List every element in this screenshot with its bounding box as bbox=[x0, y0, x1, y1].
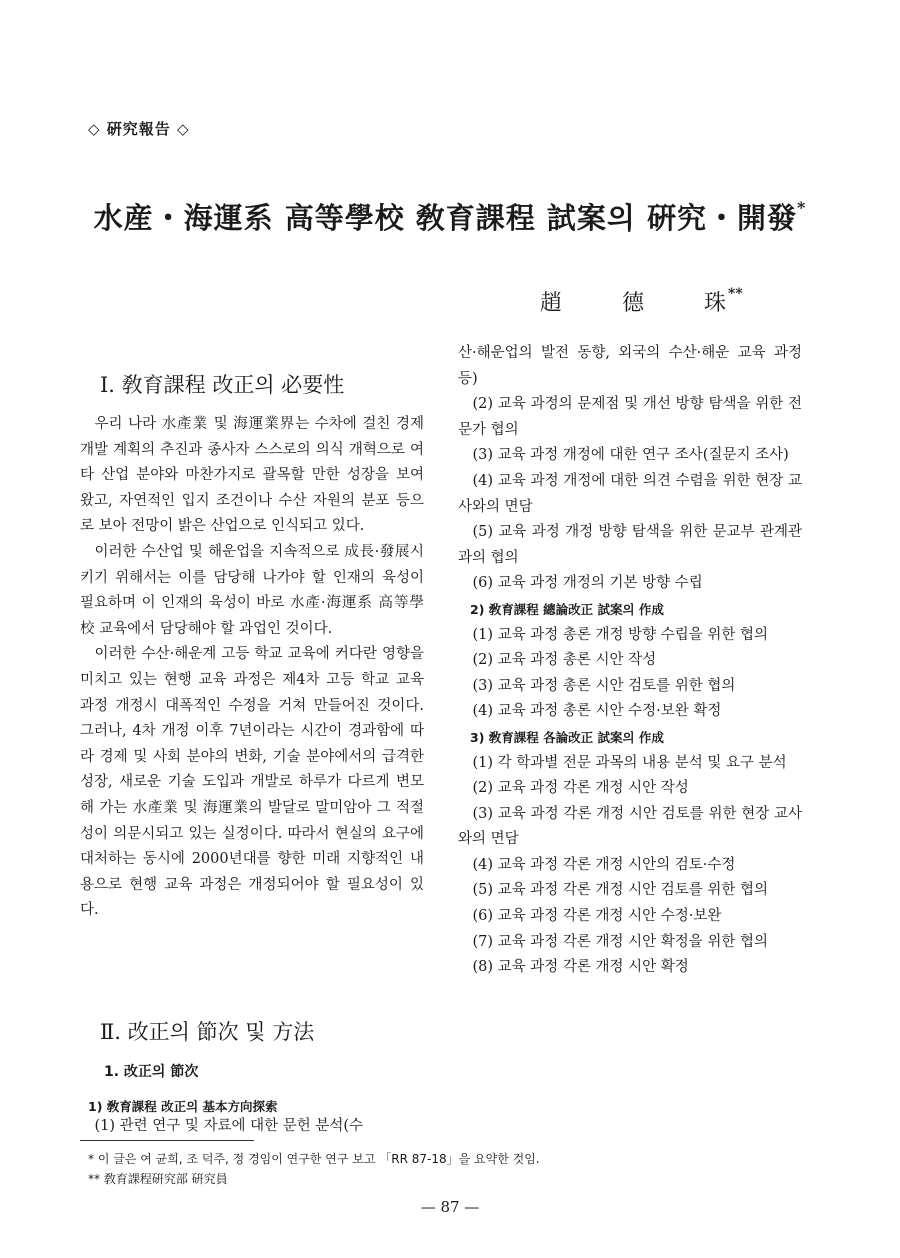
list-item: (4) 교육 과정 각론 개정 시안의 검토·수정 bbox=[472, 856, 736, 873]
list-item: (2) 교육 과정 각론 개정 시안 작성 bbox=[472, 780, 689, 797]
author-char-1: 趙 bbox=[540, 291, 563, 316]
list-item: (5) 교육 과정 개정 방향 탐색을 위한 문교부 관계관과의 협의 bbox=[458, 524, 802, 566]
list-item: (7) 교육 과정 각론 개정 시안 확정을 위한 협의 bbox=[472, 933, 769, 950]
section1-heading: Ⅰ. 敎育課程 改正의 必要性 bbox=[100, 373, 345, 397]
list-item: (6) 교육 과정 각론 개정 시안 수정·보완 bbox=[472, 908, 722, 925]
paragraph-3: 이러한 수산·해운계 고등 학교 교육에 커다란 영향을 미치고 있는 현행 교육 과정은 제4차 고등 학교 교육 과정 개정시 대폭적인 수정을 거쳐 만들어진 것이다. 그러나, 4차 개정 이후 7년이라는 시간이 경과함에 따라 경제 및 사회 분야의 변화, 기술 분야에서의 급격한 성장, 새로운 기술 도입과 개발로 하루가 다르게 변모해 가는 水產業 및 海運業의 발달로 말미암아 그 적절성이 의문시되고 있는 실정이다. 따라서 현실의 요구에 대처하는 동시에 2000년대를 향한 미래 지향적인 내용으로 현행 교육 과정은 개정되어야 할 필요성이 있다. bbox=[80, 646, 424, 919]
list-item: (3) 교육 과정 각론 개정 시안 검토를 위한 현장 교사와의 면담 bbox=[458, 805, 802, 848]
footnote-divider bbox=[80, 1140, 254, 1141]
paragraph-1: 우리 나라 水產業 및 海運業界는 수차에 걸친 경제 개발 계획의 추진과 종사자 스스로의 의식 개혁으로 여타 산업 분야와 마찬가지로 괄목할 만한 성장을 보여 왔고, 자연적인 입지 조건이나 수산 자원의 분포 등으로 보아 전망이 밝은 산업으로 인식되고 있다. bbox=[80, 416, 424, 535]
list-item: (4) 교육 과정 개정에 대한 의견 수렴을 위한 현장 교사와의 면담 bbox=[458, 472, 802, 515]
page-number: — 87 — bbox=[420, 1198, 480, 1216]
list-item: (2) 교육 과정의 문제점 및 개선 방향 탐색을 위한 전문가 협의 bbox=[458, 396, 802, 438]
list-item: (1) 교육 과정 총론 개정 방향 수립을 위한 협의 bbox=[472, 626, 769, 643]
left-column-body bbox=[80, 412, 424, 924]
author-footnote-mark: ** bbox=[728, 286, 743, 302]
list-item-continuation: 산·해운업의 발전 동향, 외국의 수산·해운 교육 과정 등) bbox=[458, 345, 802, 387]
paragraph-2: 이러한 수산업 및 해운업을 지속적으로 成長·發展시키기 위해서는 이를 담당해 나가야 할 인재의 육성이 필요하며 이 인재의 육성이 바로 水產·海運系 高等學校 교육에서 담당해야 할 과업인 것이다. bbox=[80, 543, 424, 637]
list-item: (5) 교육 과정 각론 개정 시안 검토를 위한 협의 bbox=[472, 882, 769, 899]
footnote-2: ** 敎育課程硏究部 硏究員 bbox=[88, 1172, 228, 1186]
title-footnote-mark: * bbox=[797, 198, 807, 217]
list-item: (1) 관련 연구 및 자료에 대한 문헌 분석(수 bbox=[94, 1118, 364, 1134]
footnote-1: * 이 글은 여 균희, 조 덕주, 정 경임이 연구한 연구 보고 「RR 87-18」을 요약한 것임. bbox=[88, 1152, 540, 1166]
author-char-3: 珠 bbox=[704, 291, 727, 316]
article-title bbox=[0, 196, 900, 237]
list-item: (8) 교육 과정 각론 개정 시안 확정 bbox=[472, 959, 689, 976]
subsection-3-heading: 3) 敎育課程 各論改正 試案의 作成 bbox=[470, 729, 664, 745]
title-text: 水産・海運系 高等學校 敎育課程 試案의 硏究・開發 bbox=[93, 201, 798, 235]
author-char-2: 德 bbox=[622, 291, 645, 316]
list-item: (4) 교육 과정 총론 시안 수정·보완 확정 bbox=[472, 703, 722, 720]
list-item: (2) 교육 과정 총론 시안 작성 bbox=[472, 652, 657, 669]
subsection-2-heading: 2) 敎育課程 總論改正 試案의 作成 bbox=[470, 601, 664, 617]
list-item: (3) 교육 과정 총론 시안 검토를 위한 협의 bbox=[472, 677, 736, 694]
series-label: ◇ 硏究報告 ◇ bbox=[88, 120, 190, 138]
section2-heading: Ⅱ. 改正의 節次 및 方法 bbox=[100, 1020, 315, 1044]
right-column-body bbox=[458, 341, 802, 981]
subsection-1-1-heading: 1) 敎育課程 改正의 基本方向探索 bbox=[88, 1099, 278, 1114]
list-item: (6) 교육 과정 개정의 기본 방향 수립 bbox=[472, 575, 703, 592]
subsection-1-heading: 1. 改正의 節次 bbox=[104, 1064, 199, 1080]
list-item: (1) 각 학과별 전문 과목의 내용 분석 및 요구 분석 bbox=[472, 754, 787, 771]
list-item: (3) 교육 과정 개정에 대한 연구 조사(질문지 조사) bbox=[472, 447, 789, 464]
